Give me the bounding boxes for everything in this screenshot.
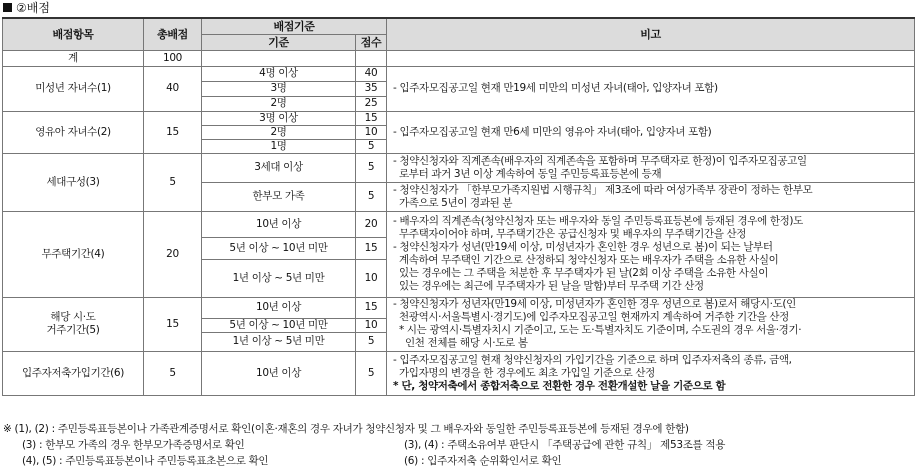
total-row	[3, 50, 915, 66]
criteria-cell: 2명	[202, 125, 356, 139]
score-cell: 5	[356, 153, 387, 182]
remarks-cell: - 배우자의 직계존속(청약신청자 또는 배우자와 동일 주민등록표등본에 등재된 경우에 한정)도 무주택자이어야 하며, 무주택기간은 공급신청자 및 배우자의 무주택기간을 산정 - 청약신청자가 성년(만19세 이상, 미성년자가 혼인한 경우 성년으로 봄)이 되는 날부터 계속하여 무주택인 기간으로 산정하되 청약신청자 또는 배우자가 주택을 소유한 사실이 있는 경우에는 그 주택을 처분한 후 무주택자가 된 날(2회 이상 주택을 소유한 사실이 있는 경우에는 최근에 무주택자가 된 날을 말함)부터 무주택 기간 산정	[387, 211, 915, 297]
score-cell: 5	[356, 351, 387, 395]
score-cell: 40	[356, 66, 387, 81]
footnote-1: ※ (1), (2) : 주민등록표등본이나 가족관계증명서로 확인(이혼·재혼의 경우 자녀가 청약신청자 및 그 배우자와 동일한 주민등록표등본에 등재된 경우에 한함)	[3, 423, 689, 435]
remarks-cell: - 입주자모집공고일 현재 만19세 미만의 미성년 자녀(태아, 입양자녀 포함)	[387, 66, 915, 111]
item-total: 15	[144, 297, 202, 351]
criteria-cell: 1년 이상 ~ 5년 미만	[202, 332, 356, 351]
section-title: ②배점	[3, 1, 50, 15]
bold-note: * 단, 청약저축에서 종합저축으로 전환한 경우 전환개설한 날을 기준으로 함	[393, 379, 726, 392]
remarks-cell: - 입주자모집공고일 현재 청약신청자의 가입기간을 기준으로 하며 입주자저축의 종류, 금액, 가입자명의 변경을 한 경우에도 최초 가입일 기준으로 산정 * 단, 청약저축에서 종합저축으로 전환한 경우 전환개설한 날을 기준으로 함	[387, 351, 915, 395]
score-cell: 20	[356, 211, 387, 237]
header-criteria-group: 배점기준	[202, 18, 387, 34]
header-criteria: 기준	[202, 34, 356, 50]
header-score: 점수	[356, 34, 387, 50]
remarks-cell: - 청약신청자가 「한부모가족지원법 시행규칙」 제3조에 따라 여성가족부 장관이 정하는 한부모 가족으로 5년이 경과된 분	[387, 182, 915, 211]
score-cell: 10	[356, 125, 387, 139]
score-cell: 5	[356, 332, 387, 351]
criteria-cell: 3명 이상	[202, 111, 356, 125]
footnote-3a: (4), (5) : 주민등록표등본이나 주민등록표초본으로 확인	[22, 455, 269, 467]
criteria-cell: 10년 이상	[202, 211, 356, 237]
score-cell: 35	[356, 81, 387, 96]
item-total: 5	[144, 351, 202, 395]
item-total: 15	[144, 111, 202, 153]
footnote-2a: (3) : 한부모 가족의 경우 한부모가족증명서로 확인	[22, 439, 245, 451]
score-cell: 15	[356, 237, 387, 259]
score-cell: 25	[356, 96, 387, 111]
criteria-cell: 5년 이상 ~ 10년 미만	[202, 237, 356, 259]
score-cell: 15	[356, 297, 387, 318]
criteria-cell: 10년 이상	[202, 351, 356, 395]
score-cell: 15	[356, 111, 387, 125]
scoring-table	[2, 17, 915, 396]
criteria-cell: 3명	[202, 81, 356, 96]
square-bullet-icon	[3, 3, 12, 12]
item-total: 40	[144, 66, 202, 111]
criteria-cell: 10년 이상	[202, 297, 356, 318]
criteria-cell: 2명	[202, 96, 356, 111]
item-total: 20	[144, 211, 202, 297]
criteria-cell: 4명 이상	[202, 66, 356, 81]
remarks-cell: - 청약신청자와 직계존속(배우자의 직계존속을 포함하며 무주택자로 한정)이 입주자모집공고일 로부터 과거 3년 이상 계속하여 동일 주민등록표등본에 등재	[387, 153, 915, 182]
header-total: 총배점	[144, 18, 202, 50]
total-value: 100	[144, 50, 202, 66]
remarks-cell: - 입주자모집공고일 현재 만6세 미만의 영유아 자녀(태아, 입양자녀 포함)	[387, 111, 915, 153]
header-item: 배점항목	[3, 18, 144, 50]
remarks-cell: - 청약신청자가 성년자(만19세 이상, 미성년자가 혼인한 경우 성년으로 봄)로서 해당시·도(인 천광역시·서울특별시·경기도)에 입주자모집공고일 현재까지 계속하여 거주한 기간을 산정 * 시는 광역시·특별자치시 기준이고, 도는 도·특별자치도 기준이며, 수도권의 경우 서울·경기· 인천 전체를 해당 시·도로 봄	[387, 297, 915, 351]
item-name: 영유아 자녀수(2)	[3, 111, 144, 153]
item-name: 세대구성(3)	[3, 153, 144, 211]
score-cell: 5	[356, 139, 387, 153]
footnote-3b: (6) : 입주자저축 순위확인서로 확인	[404, 455, 562, 467]
item-name: 미성년 자녀수(1)	[3, 66, 144, 111]
criteria-cell: 5년 이상 ~ 10년 미만	[202, 318, 356, 332]
item-total: 5	[144, 153, 202, 211]
total-label: 계	[3, 50, 144, 66]
criteria-cell: 3세대 이상	[202, 153, 356, 182]
score-cell: 5	[356, 182, 387, 211]
criteria-cell: 1명	[202, 139, 356, 153]
item-name: 무주택기간(4)	[3, 211, 144, 297]
score-cell: 10	[356, 318, 387, 332]
score-cell: 10	[356, 259, 387, 297]
header-remarks: 비고	[387, 18, 915, 50]
item-name: 입주자저축가입기간(6)	[3, 351, 144, 395]
item-name: 해당 시·도 거주기간(5)	[3, 297, 144, 351]
criteria-cell: 한부모 가족	[202, 182, 356, 211]
footnote-2b: (3), (4) : 주택소유여부 판단시 「주택공급에 관한 규칙」 제53조를 적용	[404, 439, 726, 451]
criteria-cell: 1년 이상 ~ 5년 미만	[202, 259, 356, 297]
